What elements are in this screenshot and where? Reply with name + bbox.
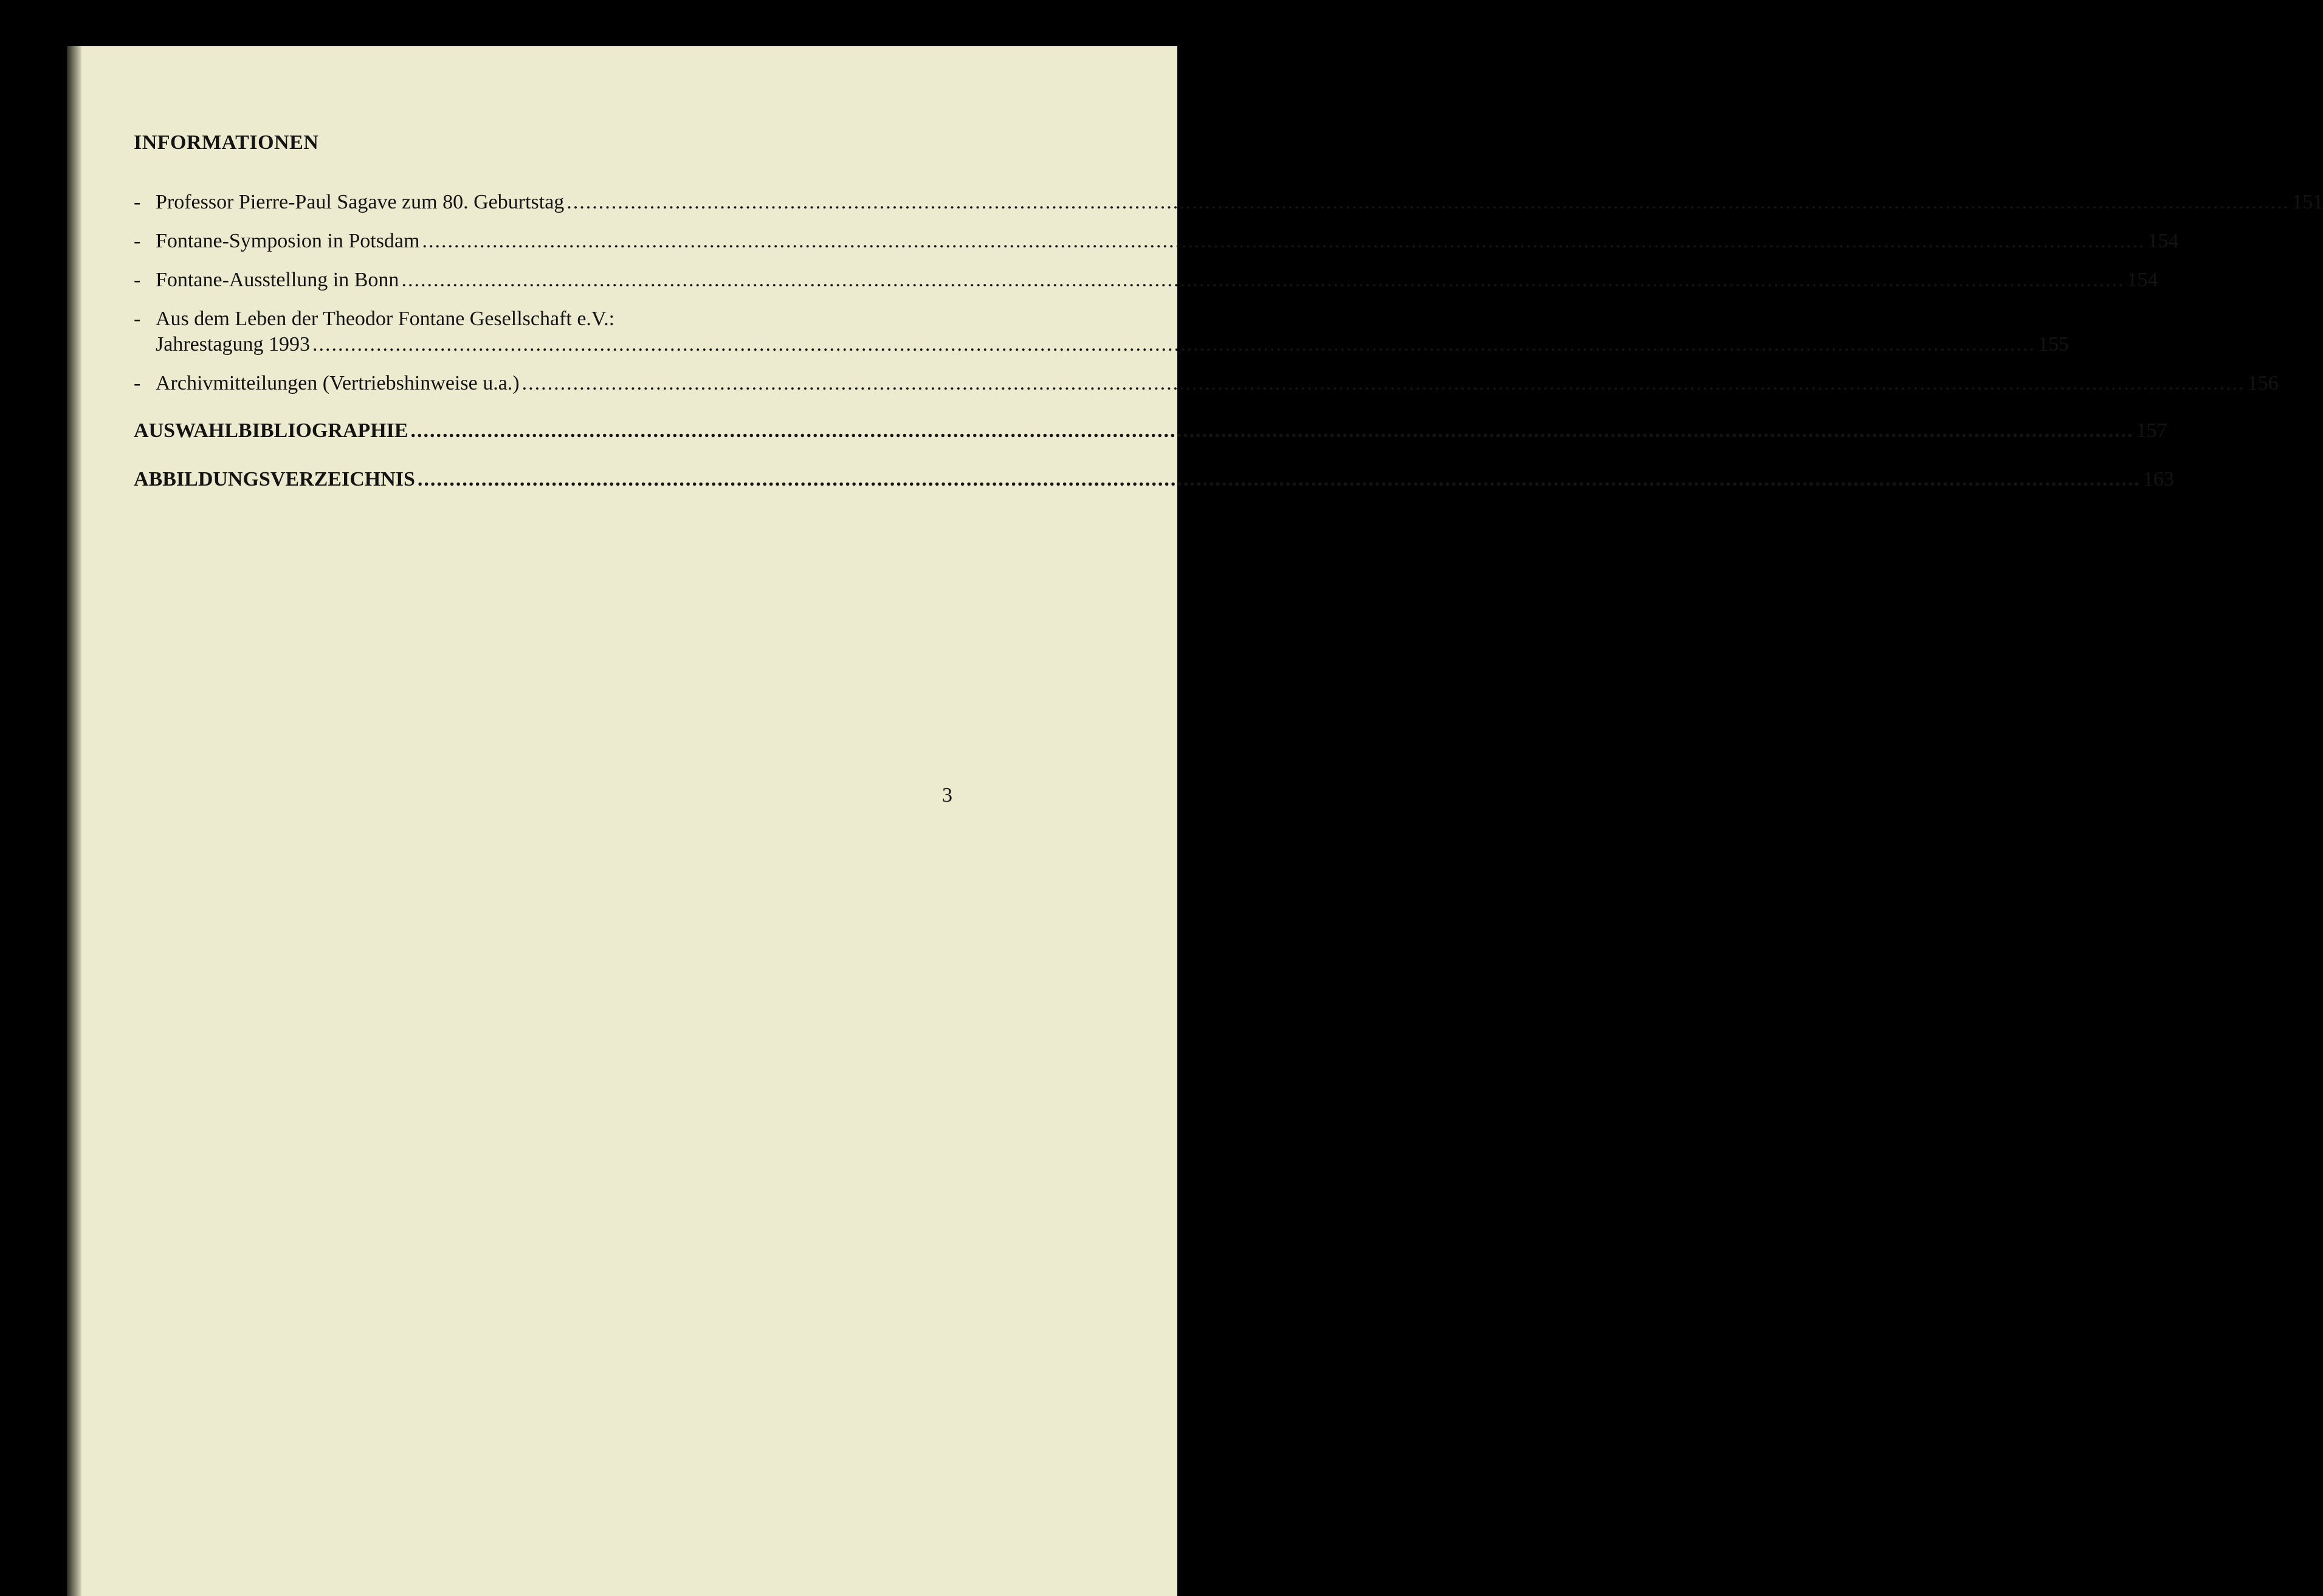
entry-page: 154 <box>2147 230 2179 252</box>
page-gutter <box>67 46 81 1596</box>
entry-dash: - <box>134 372 141 394</box>
leader-dots <box>522 371 2245 396</box>
entry-dash: - <box>134 308 141 330</box>
toc-main-entry <box>134 467 2174 492</box>
entry-title-line1: Aus dem Leben der Theodor Fontane Gesellschaft e.V.: <box>156 308 615 330</box>
toc-entry <box>134 190 2323 215</box>
main-entry-title: AUSWAHLBIBLIOGRAPHIE <box>134 419 408 442</box>
section-heading: INFORMATIONEN <box>134 131 319 154</box>
page-number: 3 <box>942 784 952 807</box>
leader-dots <box>422 229 2145 254</box>
toc-entry <box>134 229 2179 254</box>
main-entry-page: 163 <box>2142 468 2174 490</box>
book-page <box>67 46 2323 1596</box>
entry-title: Fontane-Symposion in Potsdam <box>156 230 420 252</box>
table-of-contents <box>134 131 2323 515</box>
leader-dots <box>566 190 2290 215</box>
leader-dots <box>418 467 2141 492</box>
leader-dots <box>312 332 2036 357</box>
entry-dash: - <box>134 230 141 252</box>
entry-title: Fontane-Ausstellung in Bonn <box>156 269 399 291</box>
leader-dots <box>401 267 2124 293</box>
toc-entry <box>134 306 2070 357</box>
main-entry-page: 157 <box>2136 419 2167 442</box>
entry-title: Archivmitteilungen (Vertriebshinweise u.a.) <box>156 372 520 394</box>
entry-page: 156 <box>2247 372 2279 394</box>
entry-dash: - <box>134 269 141 291</box>
toc-main-entry <box>134 418 2167 444</box>
toc-entry <box>134 267 2158 293</box>
entry-title-line2: Jahrestagung 1993 <box>156 333 311 356</box>
toc-entry <box>134 371 2279 396</box>
entry-page: 154 <box>2127 269 2158 291</box>
entry-dash: - <box>134 191 141 213</box>
entry-title: Professor Pierre-Paul Sagave zum 80. Geburtstag <box>156 191 565 213</box>
entry-page: 151 <box>2292 191 2323 213</box>
entry-page: 155 <box>2038 333 2070 356</box>
leader-dots <box>411 418 2134 444</box>
main-entry-title: ABBILDUNGSVERZEICHNIS <box>134 468 415 490</box>
